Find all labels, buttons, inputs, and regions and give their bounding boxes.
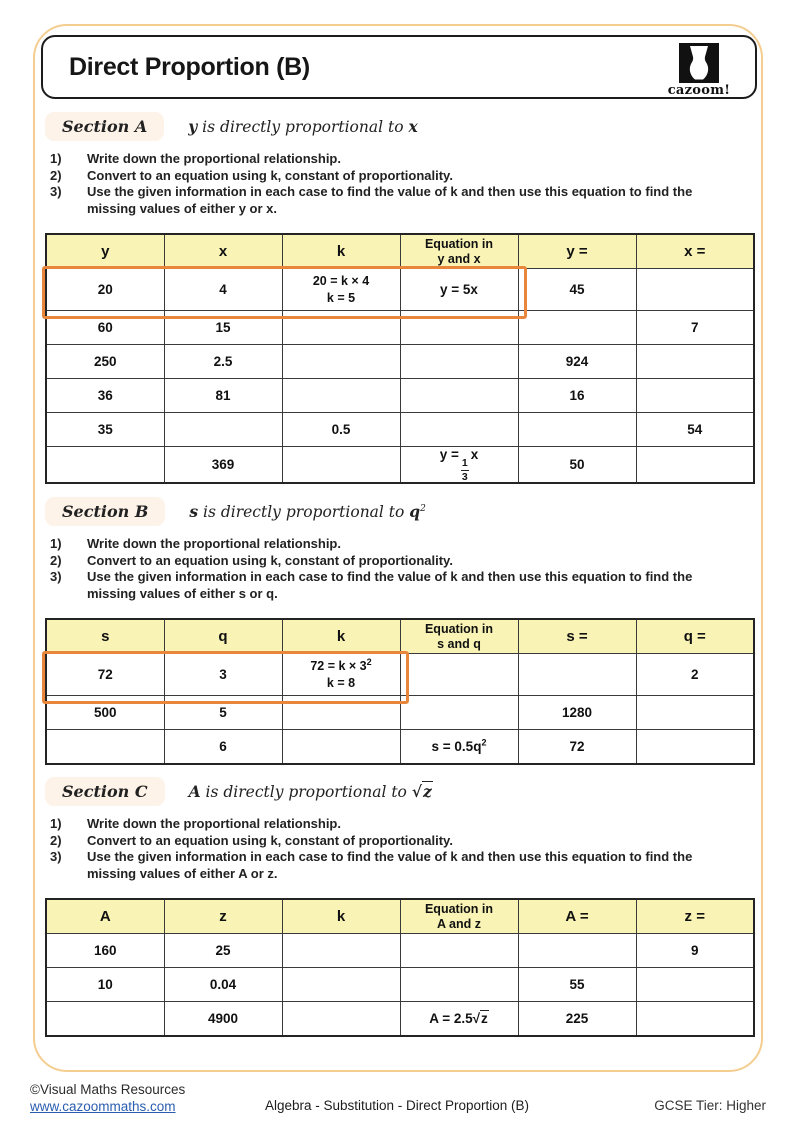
table-cell <box>400 345 518 379</box>
instruction-item <box>50 536 716 553</box>
table-cell <box>164 413 282 447</box>
table-header-row <box>46 899 754 934</box>
item-number: 1) <box>50 536 62 551</box>
item-text: Write down the proportional relationship. <box>87 536 341 551</box>
table-cell: 20 <box>46 269 164 311</box>
column-header: Equation in s and q <box>400 619 518 654</box>
table-cell: A = 2.5√z <box>400 1002 518 1037</box>
column-header: q <box>164 619 282 654</box>
table-cell <box>46 447 164 484</box>
section-c-heading <box>189 782 433 801</box>
table-row <box>46 968 754 1002</box>
table-cell: 25 <box>164 934 282 968</box>
table-cell: 369 <box>164 447 282 484</box>
table-cell <box>282 345 400 379</box>
item-number: 1) <box>50 816 62 831</box>
heading-text: is directly proportional to <box>198 503 410 521</box>
table-cell <box>636 696 754 730</box>
table-cell <box>518 413 636 447</box>
heading-text: is directly proportional to <box>200 783 412 801</box>
table-cell <box>400 934 518 968</box>
table-cell <box>636 269 754 311</box>
table-cell: 6 <box>164 730 282 765</box>
table-cell: 1280 <box>518 696 636 730</box>
table-cell: 2.5 <box>164 345 282 379</box>
section-a-table <box>45 233 755 484</box>
radicand: z <box>423 782 432 801</box>
heading-var: q <box>409 502 421 521</box>
table-cell <box>518 654 636 696</box>
table-cell: 55 <box>518 968 636 1002</box>
column-header: k <box>282 899 400 934</box>
section-b-label: Section B <box>45 497 165 526</box>
item-text: Use the given information in each case to find the value of k and then use this equation to find the missing values of either y or x. <box>87 184 693 216</box>
instruction-item <box>50 184 716 217</box>
table-row <box>46 934 754 968</box>
instruction-item <box>50 816 716 833</box>
heading-text: is directly proportional to <box>197 118 409 136</box>
column-header: k <box>282 234 400 269</box>
page-title: Direct Proportion (B) <box>69 52 310 81</box>
item-text: Use the given information in each case to find the value of k and then use this equation to find the missing values of either s or q. <box>87 569 693 601</box>
table-cell <box>282 1002 400 1037</box>
table-cell <box>400 413 518 447</box>
column-header: x = <box>636 234 754 269</box>
table-cell <box>518 934 636 968</box>
copyright-text: ©Visual Maths Resources <box>30 1082 186 1097</box>
table-cell <box>46 730 164 765</box>
cazoom-logo <box>667 43 731 98</box>
table-cell <box>636 730 754 765</box>
table-cell: 72 <box>46 654 164 696</box>
item-text: Use the given information in each case to find the value of k and then use this equation to find the missing values of either A or z. <box>87 849 693 881</box>
section-c-header <box>45 777 433 806</box>
table-cell: 5 <box>164 696 282 730</box>
table-cell: 4900 <box>164 1002 282 1037</box>
table-cell: 15 <box>164 311 282 345</box>
column-header: Equation in y and x <box>400 234 518 269</box>
item-number: 2) <box>50 832 62 848</box>
column-header: s <box>46 619 164 654</box>
table-cell: 225 <box>518 1002 636 1037</box>
table-cell: $72 = k \times 3^2$ k = 8 <box>282 654 400 696</box>
heading-var: A <box>188 782 201 801</box>
instruction-item <box>50 168 716 185</box>
table-cell: 60 <box>46 311 164 345</box>
section-c-instructions <box>50 816 716 882</box>
instruction-item <box>50 833 716 850</box>
table-cell <box>518 311 636 345</box>
item-text: Convert to an equation using k, constant of proportionality. <box>87 832 453 848</box>
instruction-item <box>50 553 716 570</box>
footer-tier-label: GCSE Tier: Higher <box>654 1098 766 1113</box>
column-header: z = <box>636 899 754 934</box>
section-a-instructions <box>50 151 716 217</box>
column-header: k <box>282 619 400 654</box>
table-row <box>46 1002 754 1037</box>
column-header: q = <box>636 619 754 654</box>
table-cell: 81 <box>164 379 282 413</box>
column-header: z <box>164 899 282 934</box>
section-a-header <box>45 112 418 141</box>
item-text: Convert to an equation using k, constant of proportionality. <box>87 167 453 183</box>
table-row <box>46 730 754 765</box>
section-b-table-wrap <box>45 618 755 765</box>
table-cell: 500 <box>46 696 164 730</box>
instruction-item <box>50 849 716 882</box>
section-a-label: Section A <box>45 112 164 141</box>
table-cell <box>282 730 400 765</box>
table-row <box>46 413 754 447</box>
section-a-heading <box>188 117 417 136</box>
table-header-row <box>46 619 754 654</box>
table-header-row <box>46 234 754 269</box>
section-b-heading <box>189 502 426 521</box>
table-cell: y = 5x <box>400 269 518 311</box>
section-c-table-wrap <box>45 898 755 1037</box>
table-row <box>46 311 754 345</box>
instruction-item <box>50 151 716 168</box>
radical-sign: √ <box>411 782 422 801</box>
table-cell <box>282 934 400 968</box>
table-cell: 54 <box>636 413 754 447</box>
instruction-item <box>50 569 716 602</box>
item-number: 3) <box>50 569 62 584</box>
table-cell <box>636 447 754 484</box>
table-cell: 36 <box>46 379 164 413</box>
table-cell <box>400 696 518 730</box>
sqrt-expression <box>473 1010 489 1026</box>
table-cell <box>400 311 518 345</box>
table-cell: 7 <box>636 311 754 345</box>
table-cell: 16 <box>518 379 636 413</box>
column-header: A <box>46 899 164 934</box>
fraction: $\frac{1}{3}$ <box>461 457 468 483</box>
table-cell <box>636 968 754 1002</box>
section-c-table <box>45 898 755 1037</box>
table-cell <box>46 1002 164 1037</box>
table-row <box>46 447 754 484</box>
item-number: 1) <box>50 151 62 166</box>
table-cell <box>282 311 400 345</box>
table-cell <box>400 654 518 696</box>
radicand: z <box>481 1011 488 1026</box>
section-c-label: Section C <box>45 777 165 806</box>
column-header: y <box>46 234 164 269</box>
heading-var: y <box>188 117 198 136</box>
section-a-table-wrap <box>45 233 755 484</box>
table-cell <box>282 968 400 1002</box>
table-cell: y = $\frac{1}{3}$ x <box>400 447 518 484</box>
heading-sup: 2 <box>420 503 426 514</box>
table-cell: 3 <box>164 654 282 696</box>
table-cell: 50 <box>518 447 636 484</box>
column-header: y = <box>518 234 636 269</box>
item-number: 3) <box>50 849 62 864</box>
column-header: A = <box>518 899 636 934</box>
table-cell <box>282 447 400 484</box>
footer-center-title: Algebra - Substitution - Direct Proportion (B) <box>264 1098 530 1113</box>
table-cell <box>636 1002 754 1037</box>
cazoom-logo-text: cazoom! <box>667 83 731 98</box>
heading-var: s <box>189 502 199 521</box>
cazoom-vase-icon <box>679 43 719 83</box>
website-link[interactable]: www.cazoommaths.com <box>30 1098 176 1114</box>
item-number: 3) <box>50 184 62 199</box>
table-row <box>46 379 754 413</box>
table-cell <box>636 379 754 413</box>
table-cell: 0.5 <box>282 413 400 447</box>
table-cell <box>400 968 518 1002</box>
table-cell <box>400 379 518 413</box>
table-cell: 72 <box>518 730 636 765</box>
column-header: Equation in A and z <box>400 899 518 934</box>
table-row <box>46 654 754 696</box>
table-cell: 924 <box>518 345 636 379</box>
table-cell <box>282 379 400 413</box>
table-cell: 2 <box>636 654 754 696</box>
table-cell: 20 = k × 4 k = 5 <box>282 269 400 311</box>
section-b-instructions <box>50 536 716 602</box>
title-bar <box>41 35 757 99</box>
table-cell: 0.04 <box>164 968 282 1002</box>
table-cell <box>636 345 754 379</box>
item-number: 2) <box>50 552 62 568</box>
radical-sign: √ <box>472 1011 481 1026</box>
table-row <box>46 269 754 311</box>
column-header: s = <box>518 619 636 654</box>
table-row <box>46 696 754 730</box>
item-text: Write down the proportional relationship. <box>87 816 341 831</box>
table-cell: 35 <box>46 413 164 447</box>
item-text: Write down the proportional relationship. <box>87 151 341 166</box>
table-cell: $s = 0.5q^2$ <box>400 730 518 765</box>
table-cell: 10 <box>46 968 164 1002</box>
section-b-table <box>45 618 755 765</box>
table-row <box>46 345 754 379</box>
heading-var: x <box>408 117 418 136</box>
column-header: x <box>164 234 282 269</box>
section-b-header <box>45 497 426 526</box>
table-cell <box>282 696 400 730</box>
table-cell: 9 <box>636 934 754 968</box>
table-cell: 4 <box>164 269 282 311</box>
sqrt-expression <box>412 781 433 801</box>
item-text: Convert to an equation using k, constant of proportionality. <box>87 552 453 568</box>
table-cell: 160 <box>46 934 164 968</box>
item-number: 2) <box>50 167 62 183</box>
table-cell: 250 <box>46 345 164 379</box>
table-cell: 45 <box>518 269 636 311</box>
